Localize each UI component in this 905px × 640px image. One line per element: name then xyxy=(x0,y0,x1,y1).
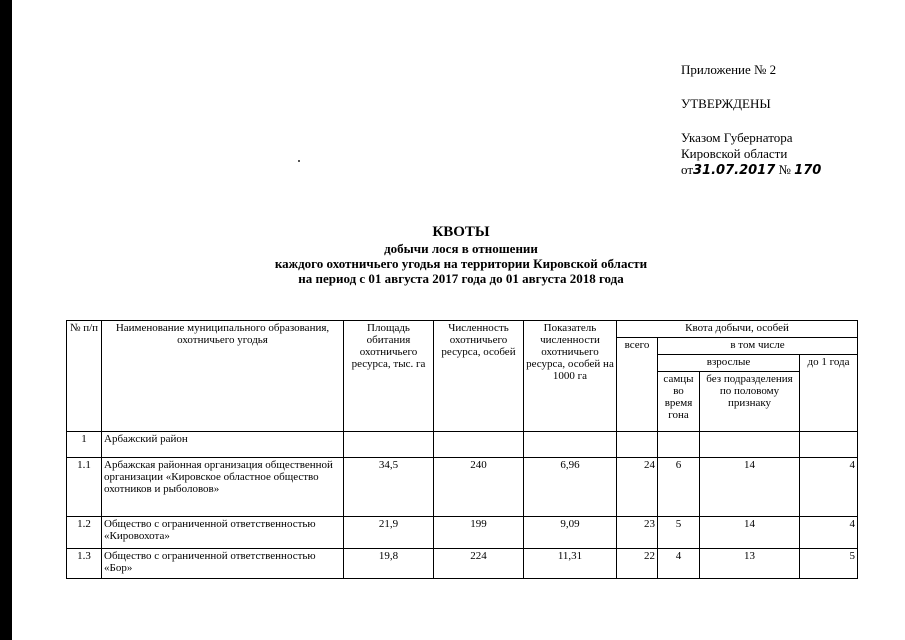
row-no-div: 14 xyxy=(700,517,800,549)
row-population: 240 xyxy=(434,458,524,517)
header-name: Наименование муниципального образования, охотничьего угодья xyxy=(102,321,344,432)
table-row xyxy=(67,458,858,517)
row-name: Общество с ограниченной ответственностью «Бор» xyxy=(102,549,344,579)
title-line-2: каждого охотничьего угодья на территории Кировской области xyxy=(274,256,648,271)
header-population: Численность охотничьего ресурса, особей xyxy=(434,321,524,432)
header-density: Показатель численности охотничьего ресурса, особей на 1000 га xyxy=(524,321,617,432)
handwritten-date: 31.07.2017 xyxy=(693,163,776,178)
row-total: 23 xyxy=(617,517,658,549)
row-num: 1.1 xyxy=(67,458,102,517)
header-num: № п/п xyxy=(67,321,102,432)
row-total: 22 xyxy=(617,549,658,579)
number-sign: № xyxy=(778,162,791,177)
row-density: 11,31 xyxy=(524,549,617,579)
header-quota: Квота добычи, особей xyxy=(617,321,858,338)
row-males: 6 xyxy=(658,458,700,517)
header-total: всего xyxy=(617,338,658,432)
district-num: 1 xyxy=(67,432,102,458)
row-no-div: 14 xyxy=(700,458,800,517)
row-name: Общество с ограниченной ответственностью «Кировохота» xyxy=(102,517,344,549)
row-males: 5 xyxy=(658,517,700,549)
table-row xyxy=(67,517,858,549)
header-row-1 xyxy=(67,321,858,338)
handwritten-number: 170 xyxy=(794,163,822,178)
row-total: 24 xyxy=(617,458,658,517)
header-no-sex-division: без подразделения по половому признаку xyxy=(700,372,800,432)
scan-speck xyxy=(298,160,300,162)
header-including: в том числе xyxy=(658,338,858,355)
approval-block xyxy=(681,62,821,179)
row-area: 19,8 xyxy=(344,549,434,579)
district-name: Арбажский район xyxy=(102,432,344,458)
approved-label: УТВЕРЖДЕНЫ xyxy=(681,96,771,111)
row-name: Арбажская районная организация общественной организации «Кировское областное общество охотников и рыболовов» xyxy=(102,458,344,517)
row-population: 199 xyxy=(434,517,524,549)
title-line-3: на период с 01 августа 2017 года до 01 августа 2018 года xyxy=(298,271,624,286)
row-density: 9,09 xyxy=(524,517,617,549)
title-line-1: добычи лося в отношении xyxy=(384,241,538,256)
header-males-rut: самцы во время гона xyxy=(658,372,700,432)
document-title xyxy=(196,223,726,286)
row-num: 1.3 xyxy=(67,549,102,579)
row-area: 21,9 xyxy=(344,517,434,549)
row-density: 6,96 xyxy=(524,458,617,517)
decree-line-1: Указом Губернатора xyxy=(681,130,793,145)
row-under-one: 5 xyxy=(800,549,858,579)
header-under-one: до 1 года xyxy=(800,355,858,432)
date-prefix: от xyxy=(681,162,694,177)
quota-table xyxy=(66,320,858,579)
row-no-div: 13 xyxy=(700,549,800,579)
district-row xyxy=(67,432,858,458)
appendix-label: Приложение № 2 xyxy=(681,62,777,77)
decree-line-2: Кировской области xyxy=(681,146,788,161)
scan-edge-shadow xyxy=(0,0,12,640)
row-population: 224 xyxy=(434,549,524,579)
row-males: 4 xyxy=(658,549,700,579)
row-area: 34,5 xyxy=(344,458,434,517)
row-num: 1.2 xyxy=(67,517,102,549)
row-under-one: 4 xyxy=(800,517,858,549)
title-main: КВОТЫ xyxy=(432,224,490,240)
header-area: Площадь обитания охотничьего ресурса, тыс. га xyxy=(344,321,434,432)
header-adults: взрослые xyxy=(658,355,800,372)
decree-date-line xyxy=(681,162,821,179)
row-under-one: 4 xyxy=(800,458,858,517)
table-row xyxy=(67,549,858,579)
